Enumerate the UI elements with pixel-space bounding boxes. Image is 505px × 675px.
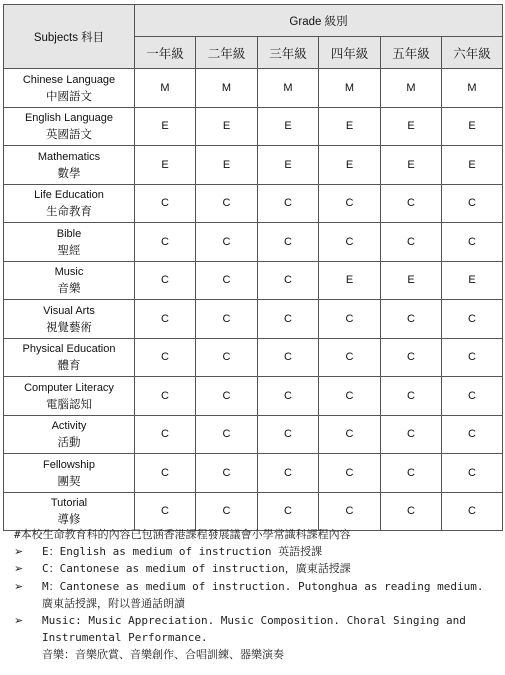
subject-chinese-name: 電腦認知 [46,396,92,411]
subjects-header: Subjects 科目 [4,5,135,69]
medium-cell: C [135,261,196,300]
medium-cell: C [381,300,442,339]
legend-item-mixed [14,578,502,612]
subject-english-name: Computer Literacy [24,381,114,394]
table-row [4,415,503,454]
medium-cell: C [319,454,381,493]
medium-cell: C [381,223,442,262]
medium-cell: C [381,492,442,531]
medium-cell: C [442,454,503,493]
medium-cell: C [319,300,381,339]
medium-cell: C [196,300,258,339]
medium-cell: E [381,261,442,300]
medium-cell: C [258,223,319,262]
medium-cell: E [319,146,381,185]
table-row [4,261,503,300]
level-header: 三年級 [258,37,319,69]
medium-cell: C [135,415,196,454]
medium-cell: E [319,107,381,146]
arrow-bullet-icon: ➢ [14,562,24,576]
subject-english-name: Chinese Language [22,73,116,86]
level-header: 二年級 [196,37,258,69]
medium-cell: M [196,69,258,108]
medium-cell: C [135,492,196,531]
subject-rows [4,69,503,531]
medium-cell: C [442,415,503,454]
legend-text: Music: Music Appreciation. Music Composition. Choral Singing and [42,614,466,628]
table-row [4,184,503,223]
medium-cell: C [196,492,258,531]
medium-cell: E [135,146,196,185]
subject-english-name: Tutorial [50,497,88,510]
medium-cell: M [258,69,319,108]
medium-cell: C [135,300,196,339]
subject-cell [4,69,135,108]
medium-cell: C [258,338,319,377]
medium-cell: C [442,492,503,531]
medium-cell: C [258,300,319,339]
subject-cell [4,146,135,185]
medium-cell: E [442,107,503,146]
legend-text-continued: Instrumental Performance. [42,631,208,645]
arrow-bullet-icon: ➢ [14,614,24,628]
level-header: 六年級 [442,37,503,69]
table-row [4,377,503,416]
subject-cell [4,338,135,377]
subject-chinese-name: 中國語文 [46,88,92,103]
level-header: 五年級 [381,37,442,69]
subject-chinese-name: 數學 [57,165,81,180]
subject-english-name: Bible [56,227,82,240]
medium-cell: C [135,223,196,262]
subject-chinese-name: 音樂 [57,281,81,296]
subject-english-name: Mathematics [37,150,101,163]
subject-english-name: English Language [24,112,114,125]
medium-cell: C [319,492,381,531]
medium-cell: C [196,261,258,300]
subject-cell [4,454,135,493]
medium-cell: C [319,415,381,454]
grade-header: Grade 級別 [135,5,503,37]
medium-cell: C [258,184,319,223]
subject-chinese-name: 生命教育 [46,204,92,219]
subject-cell [4,492,135,531]
notes-section [14,526,502,664]
subject-english-name: Life Education [34,189,104,202]
medium-cell: C [196,415,258,454]
table-row [4,454,503,493]
subject-chinese-name: 導修 [57,512,81,527]
table-row [4,223,503,262]
table-row [4,338,503,377]
subject-chinese-name: 英國語文 [46,127,92,142]
medium-cell: C [258,261,319,300]
medium-cell: C [135,377,196,416]
subject-cell [4,184,135,223]
legend-text-continued: 廣東話授課，附以普通話朗讀 [42,596,185,610]
table-row [4,300,503,339]
subject-chinese-name: 活動 [57,435,81,450]
table-row [4,492,503,531]
medium-cell: E [381,146,442,185]
medium-cell: E [258,146,319,185]
medium-cell: E [381,107,442,146]
medium-cell: C [442,223,503,262]
medium-cell: C [319,338,381,377]
medium-cell: C [196,184,258,223]
medium-cell: C [258,415,319,454]
subject-chinese-name: 團契 [57,473,81,488]
legend-text: C：Cantonese as medium of instruction，廣東話授課 [42,562,351,576]
subject-cell [4,261,135,300]
medium-cell: C [442,338,503,377]
medium-cell: E [319,261,381,300]
subject-cell [4,223,135,262]
medium-cell: E [196,146,258,185]
medium-cell: C [381,377,442,416]
level-header: 四年級 [319,37,381,69]
legend-item-music [14,612,502,664]
medium-cell: M [319,69,381,108]
medium-cell: C [135,454,196,493]
medium-cell: E [258,107,319,146]
medium-cell: C [319,184,381,223]
medium-cell: C [319,223,381,262]
table-row [4,146,503,185]
level-header: 一年級 [135,37,196,69]
arrow-bullet-icon: ➢ [14,545,24,559]
subject-chinese-name: 視覺藝術 [46,319,92,334]
medium-cell: C [442,184,503,223]
subject-chinese-name: 體育 [57,358,81,373]
medium-cell: C [381,184,442,223]
medium-cell: E [196,107,258,146]
medium-cell: M [381,69,442,108]
legend-text-continued: 音樂：音樂欣賞、音樂創作、合唱訓練、器樂演奏 [42,648,284,662]
arrow-bullet-icon: ➢ [14,579,24,593]
subject-cell [4,415,135,454]
subject-english-name: Fellowship [43,458,95,471]
legend-text: E：English as medium of instruction 英語授課 [42,545,323,559]
medium-cell: C [196,454,258,493]
medium-cell: C [196,338,258,377]
medium-cell: C [381,338,442,377]
medium-cell: E [135,107,196,146]
table-row [4,69,503,108]
medium-cell: C [135,338,196,377]
medium-of-instruction-table [3,4,503,531]
medium-cell: C [135,184,196,223]
medium-cell: C [442,377,503,416]
medium-cell: E [442,146,503,185]
medium-cell: C [381,454,442,493]
subject-chinese-name: 聖經 [57,242,81,257]
footnote: #本校生命教育科的內容已包涵香港課程發展議會小學常識科課程內容 [14,528,351,541]
medium-cell: C [258,492,319,531]
subject-cell [4,300,135,339]
legend-text: M：Cantonese as medium of instruction. Putonghua as reading medium. [42,579,484,593]
medium-cell: C [196,377,258,416]
subject-english-name: Physical Education [22,343,116,356]
medium-cell: C [319,377,381,416]
medium-cell: M [442,69,503,108]
subject-cell [4,107,135,146]
table-row [4,107,503,146]
medium-cell: C [381,415,442,454]
legend-item-cantonese [14,560,502,577]
medium-cell: C [442,300,503,339]
subject-english-name: Music [54,266,84,279]
subject-english-name: Activity [51,420,87,433]
medium-cell: C [196,223,258,262]
medium-cell: C [258,377,319,416]
subject-cell [4,377,135,416]
medium-cell: E [442,261,503,300]
medium-cell: M [135,69,196,108]
subject-english-name: Visual Arts [43,304,95,317]
medium-cell: C [258,454,319,493]
legend-item-english [14,543,502,560]
